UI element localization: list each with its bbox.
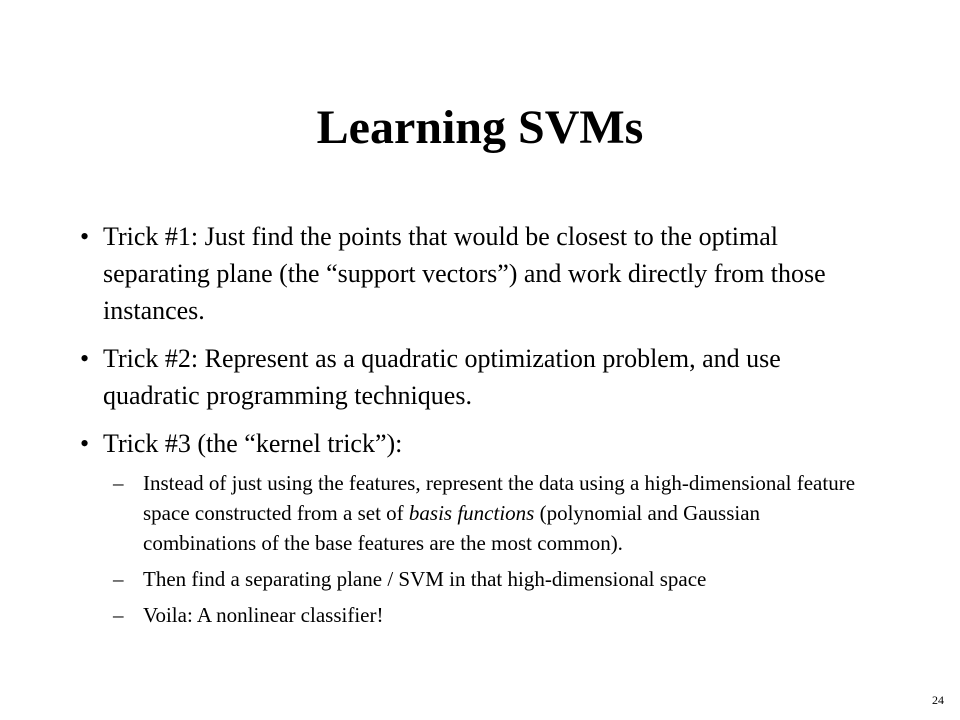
bullet-marker: • [80, 429, 90, 458]
sub-bullet-marker: – [113, 567, 124, 591]
slide-title: Learning SVMs [316, 101, 644, 154]
sub-bullet-emphasis: basis functions [408, 501, 535, 525]
page-number: 24 [932, 693, 944, 707]
bullet-item-trick-1 [80, 218, 870, 329]
bullet-list [80, 218, 870, 630]
sub-bullet-text: Voila: A nonlinear classifier! [143, 603, 384, 627]
sub-bullet-basis-functions [113, 468, 870, 558]
bullet-marker: • [80, 222, 90, 251]
bullet-text: Trick #1: Just find the points that would be closest to the optimal separating plane (the “support vectors”) and work directly from those instances. [103, 222, 826, 325]
sub-bullet-text-end: (polynomial and Gaussian combinations of the base features are the most common). [143, 501, 761, 555]
sub-bullet-nonlinear-classifier [113, 600, 870, 630]
sub-bullet-text-start: Instead of just using the features, represent the data using a high-dimensional feature space constructed from a set of [143, 471, 856, 525]
bullet-item-trick-3 [80, 425, 870, 462]
bullet-text: Trick #3 (the “kernel trick”): [103, 429, 403, 458]
bullet-item-trick-2 [80, 340, 870, 414]
sub-bullet-separating-plane [113, 564, 870, 594]
sub-bullet-text: Then find a separating plane / SVM in that high-dimensional space [143, 567, 707, 591]
sub-bullet-marker: – [113, 603, 124, 627]
bullet-text: Trick #2: Represent as a quadratic optimization problem, and use quadratic programming techniques. [103, 344, 781, 410]
sub-bullet-list [80, 468, 870, 630]
sub-bullet-marker: – [113, 471, 124, 495]
bullet-marker: • [80, 344, 90, 373]
